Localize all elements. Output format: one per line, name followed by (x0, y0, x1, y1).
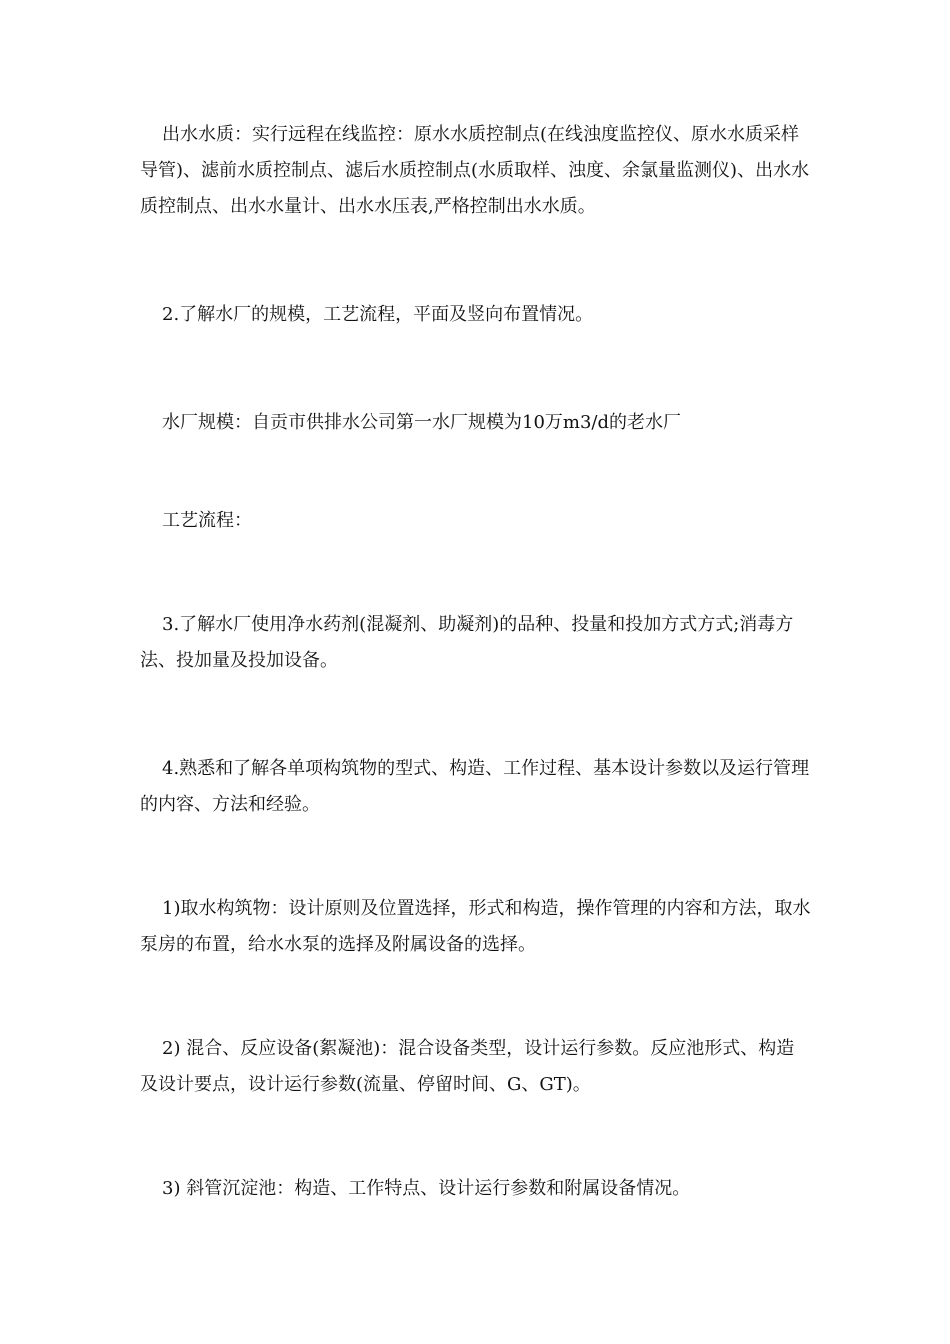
paragraph-effluent-quality: 出水水质：实行远程在线监控：原水水质控制点(在线浊度监控仪、原水水质采样导管)、滤前水质控制点、滤后水质控制点(水质取样、浊度、余氯量监测仪)、出水水质控制点、出水水量计、出水水压表,严格控制出水水质。 (140, 124, 810, 217)
paragraph-process-flow: 工艺流程： (162, 510, 252, 531)
paragraph-item-3: 3.了解水厂使用净水药剂(混凝剂、助凝剂)的品种、投量和投加方式方式;消毒方法、投加量及投加设备。 (140, 614, 794, 671)
paragraph-inclined-tube-settler: 3) 斜管沉淀池：构造、工作特点、设计运行参数和附属设备情况。 (162, 1178, 691, 1199)
paragraph-mixing-flocculation: 2) 混合、反应设备(絮凝池)：混合设备类型，设计运行参数。反应池形式、构造及设计要点，设计运行参数(流量、停留时间、G、GT)。 (140, 1038, 795, 1095)
paragraph-plant-scale: 水厂规模：自贡市供排水公司第一水厂规模为10万m3/d的老水厂 (162, 412, 682, 433)
paragraph-intake-structures: 1)取水构筑物：设计原则及位置选择，形式和构造，操作管理的内容和方法，取水泵房的布置，给水水泵的选择及附属设备的选择。 (140, 898, 811, 955)
paragraph-item-4: 4.熟悉和了解各单项构筑物的型式、构造、工作过程、基本设计参数以及运行管理的内容、方法和经验。 (140, 758, 810, 815)
paragraph-item-2: 2.了解水厂的规模，工艺流程，平面及竖向布置情况。 (162, 304, 594, 325)
